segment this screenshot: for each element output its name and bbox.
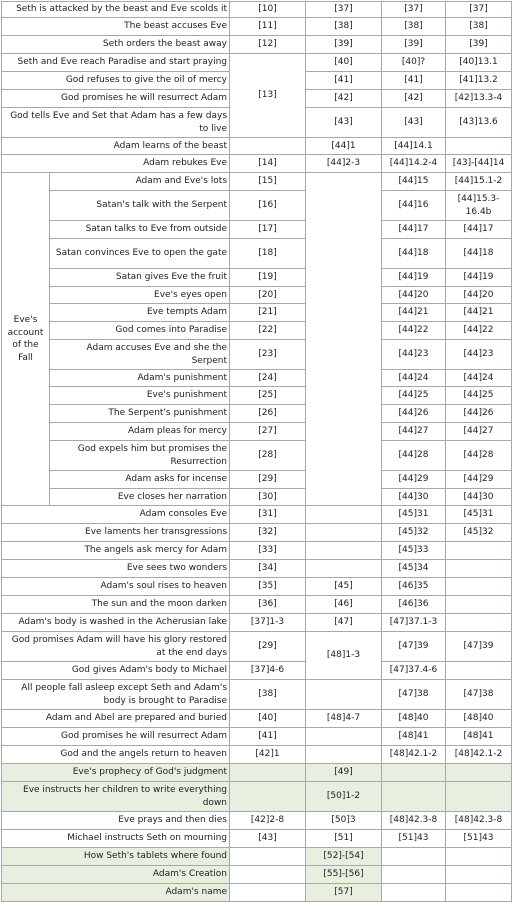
column-3-cell: [37]: [382, 2, 446, 18]
column-3-cell: [47]38: [382, 680, 446, 710]
column-4-cell: [446, 848, 512, 866]
column-3-cell: [45]31: [382, 506, 446, 524]
column-1-cell: [12]: [230, 36, 306, 54]
column-3-cell: [44]18: [382, 239, 446, 269]
column-3-cell: [51]43: [382, 830, 446, 848]
column-4-cell: [44]19: [446, 269, 512, 287]
column-3-cell: [45]32: [382, 524, 446, 542]
column-2-cell: [55]-[56]: [306, 866, 382, 884]
table-row: [2, 173, 512, 191]
column-2-cell: [306, 680, 382, 710]
column-3-cell: [48]40: [382, 710, 446, 728]
column-2-cell: [48]4-7: [306, 710, 382, 728]
column-1-cell: [21]: [230, 304, 306, 322]
column-4-cell: [44]15.3-16.4b: [446, 191, 512, 221]
comparison-table: [1, 1, 512, 902]
column-2-cell: [306, 506, 382, 524]
column-2-cell: [51]: [306, 830, 382, 848]
column-1-cell: [25]: [230, 387, 306, 405]
column-1-cell: [230, 848, 306, 866]
column-4-cell: [38]: [446, 18, 512, 36]
column-1-cell: [37]4-6: [230, 662, 306, 680]
column-1-cell: [26]: [230, 405, 306, 423]
column-2-cell: [306, 728, 382, 746]
event-cell: Adam learns of the beast: [2, 138, 230, 155]
table-row: [2, 340, 512, 370]
column-1-cell: [22]: [230, 322, 306, 340]
event-cell: Satan's talk with the Serpent: [50, 191, 230, 221]
column-4-cell: [41]13.2: [446, 72, 512, 90]
table-row: [2, 304, 512, 322]
column-2-cell: [50]3: [306, 812, 382, 830]
table-row: [2, 471, 512, 489]
table-row: [2, 764, 512, 782]
column-4-cell: [47]39: [446, 632, 512, 662]
column-4-cell: [44]26: [446, 405, 512, 423]
event-cell: The angels ask mercy for Adam: [2, 542, 230, 560]
column-3-cell: [46]35: [382, 578, 446, 596]
table-row: [2, 746, 512, 764]
column-2-cell: [57]: [306, 884, 382, 902]
column-1-cell: [42]2-8: [230, 812, 306, 830]
column-3-cell: [40]?: [382, 54, 446, 72]
table-row: [2, 614, 512, 632]
table-row: [2, 812, 512, 830]
event-cell: Seth is attacked by the beast and Eve scolds it: [2, 2, 230, 18]
column-4-cell: [44]22: [446, 322, 512, 340]
column-1-cell: [15]: [230, 173, 306, 191]
event-cell: Satan talks to Eve from outside: [50, 221, 230, 239]
table-row: [2, 423, 512, 441]
column-1-cell: [16]: [230, 191, 306, 221]
column-2-cell: [48]1-3: [306, 632, 382, 680]
column-3-cell: [44]14.2-4: [382, 155, 446, 173]
column-1-cell: [10]: [230, 2, 306, 18]
table-row: [2, 18, 512, 36]
event-cell: Eve's prophecy of God's judgment: [2, 764, 230, 782]
column-4-cell: [39]: [446, 36, 512, 54]
column-2-cell: [42]: [306, 90, 382, 108]
column-3-cell: [382, 866, 446, 884]
column-4-cell: [44]29: [446, 471, 512, 489]
column-3-cell: [44]24: [382, 370, 446, 387]
column-4-cell: [44]15.1-2: [446, 173, 512, 191]
column-1-cell: [18]: [230, 239, 306, 269]
column-4-cell: [45]32: [446, 524, 512, 542]
column-4-cell: [44]25: [446, 387, 512, 405]
table-row: [2, 155, 512, 173]
column-1-cell: [19]: [230, 269, 306, 287]
event-cell: Seth orders the beast away: [2, 36, 230, 54]
table-row: [2, 542, 512, 560]
column-3-cell: [38]: [382, 18, 446, 36]
event-cell: Eve sees two wonders: [2, 560, 230, 578]
column-2-cell: [49]: [306, 764, 382, 782]
table-row: [2, 578, 512, 596]
event-cell: Adam's body is washed in the Acherusian lake: [2, 614, 230, 632]
event-cell: Eve's eyes open: [50, 287, 230, 304]
column-1-cell: [43]: [230, 830, 306, 848]
group-label: Eve's account of the Fall: [2, 173, 50, 506]
table-row: [2, 866, 512, 884]
column-2-cell: [306, 542, 382, 560]
column-4-cell: [48]42.3-8: [446, 812, 512, 830]
event-cell: How Seth's tablets where found: [2, 848, 230, 866]
event-cell: God promises he will resurrect Adam: [2, 728, 230, 746]
column-2-cell: [40]: [306, 54, 382, 72]
column-3-cell: [41]: [382, 72, 446, 90]
column-3-cell: [382, 848, 446, 866]
column-3-cell: [45]34: [382, 560, 446, 578]
column-4-cell: [44]18: [446, 239, 512, 269]
event-cell: All people fall asleep except Seth and Adam's body is brought to Paradise: [2, 680, 230, 710]
column-4-cell: [47]38: [446, 680, 512, 710]
column-4-cell: [48]41: [446, 728, 512, 746]
table-row: [2, 848, 512, 866]
table-row: [2, 54, 512, 72]
column-4-cell: [446, 596, 512, 614]
event-cell: Adam's name: [2, 884, 230, 902]
table-row: [2, 884, 512, 902]
column-4-cell: [44]24: [446, 370, 512, 387]
event-cell: Satan gives Eve the fruit: [50, 269, 230, 287]
event-cell: Eve laments her transgressions: [2, 524, 230, 542]
column-3-cell: [382, 764, 446, 782]
column-1-cell: [30]: [230, 489, 306, 506]
column-4-cell: [44]20: [446, 287, 512, 304]
column-3-cell: [44]26: [382, 405, 446, 423]
column-4-cell: [44]17: [446, 221, 512, 239]
column-3-cell: [48]41: [382, 728, 446, 746]
table-row: [2, 506, 512, 524]
column-4-cell: [48]42.1-2: [446, 746, 512, 764]
column-2-cell: [43]: [306, 108, 382, 138]
event-cell: Adam consoles Eve: [2, 506, 230, 524]
column-4-cell: [51]43: [446, 830, 512, 848]
column-2-cell: [306, 173, 382, 506]
event-cell: God expels him but promises the Resurrection: [50, 441, 230, 471]
column-4-cell: [44]21: [446, 304, 512, 322]
column-3-cell: [47]37.4-6: [382, 662, 446, 680]
event-cell: Adam and Abel are prepared and buried: [2, 710, 230, 728]
column-4-cell: [42]13.3-4: [446, 90, 512, 108]
column-4-cell: [43]13.6: [446, 108, 512, 138]
event-cell: Adam accuses Eve and she the Serpent: [50, 340, 230, 370]
event-cell: God tells Eve and Set that Adam has a few days to live: [2, 108, 230, 138]
table-row: [2, 830, 512, 848]
event-cell: Adam and Eve's lots: [50, 173, 230, 191]
column-1-cell: [17]: [230, 221, 306, 239]
column-3-cell: [44]25: [382, 387, 446, 405]
table-row: [2, 662, 512, 680]
event-cell: The beast accuses Eve: [2, 18, 230, 36]
column-4-cell: [446, 662, 512, 680]
column-2-cell: [47]: [306, 614, 382, 632]
column-4-cell: [446, 764, 512, 782]
column-1-cell: [35]: [230, 578, 306, 596]
column-2-cell: [44]1: [306, 138, 382, 155]
table-row: [2, 405, 512, 423]
column-4-cell: [446, 138, 512, 155]
column-3-cell: [382, 782, 446, 812]
column-4-cell: [40]13.1: [446, 54, 512, 72]
column-3-cell: [44]28: [382, 441, 446, 471]
event-cell: God comes into Paradise: [50, 322, 230, 340]
column-4-cell: [44]23: [446, 340, 512, 370]
column-2-cell: [52]-[54]: [306, 848, 382, 866]
event-cell: God promises Adam will have his glory restored at the end days: [2, 632, 230, 662]
column-3-cell: [44]20: [382, 287, 446, 304]
table-row: [2, 441, 512, 471]
column-1-cell: [31]: [230, 506, 306, 524]
column-1-cell: [41]: [230, 728, 306, 746]
column-3-cell: [39]: [382, 36, 446, 54]
column-3-cell: [48]42.1-2: [382, 746, 446, 764]
table-row: [2, 269, 512, 287]
column-2-cell: [44]2-3: [306, 155, 382, 173]
column-4-cell: [446, 782, 512, 812]
table-row: [2, 728, 512, 746]
column-3-cell: [45]33: [382, 542, 446, 560]
event-cell: The sun and the moon darken: [2, 596, 230, 614]
column-2-cell: [37]: [306, 2, 382, 18]
column-4-cell: [44]28: [446, 441, 512, 471]
column-4-cell: [446, 884, 512, 902]
table-row: [2, 322, 512, 340]
event-cell: God refuses to give the oil of mercy: [2, 72, 230, 90]
column-1-cell: [40]: [230, 710, 306, 728]
column-3-cell: [44]19: [382, 269, 446, 287]
table-row: [2, 191, 512, 221]
column-1-cell: [37]1-3: [230, 614, 306, 632]
column-3-cell: [44]14.1: [382, 138, 446, 155]
column-1-cell: [230, 866, 306, 884]
column-4-cell: [446, 614, 512, 632]
column-2-cell: [50]1-2: [306, 782, 382, 812]
column-2-cell: [39]: [306, 36, 382, 54]
column-4-cell: [43]-[44]14: [446, 155, 512, 173]
event-cell: Eve prays and then dies: [2, 812, 230, 830]
table-row: [2, 138, 512, 155]
column-1-cell: [34]: [230, 560, 306, 578]
table-row: [2, 287, 512, 304]
column-4-cell: [44]27: [446, 423, 512, 441]
column-4-cell: [37]: [446, 2, 512, 18]
column-3-cell: [44]27: [382, 423, 446, 441]
column-3-cell: [44]15: [382, 173, 446, 191]
column-1-cell: [230, 764, 306, 782]
column-3-cell: [382, 884, 446, 902]
table-row: [2, 489, 512, 506]
column-4-cell: [48]40: [446, 710, 512, 728]
table-row: [2, 239, 512, 269]
column-3-cell: [46]36: [382, 596, 446, 614]
column-1-cell: [29]: [230, 471, 306, 489]
column-3-cell: [44]16: [382, 191, 446, 221]
event-cell: Adam pleas for mercy: [50, 423, 230, 441]
column-1-cell: [24]: [230, 370, 306, 387]
column-2-cell: [45]: [306, 578, 382, 596]
event-cell: Eve closes her narration: [50, 489, 230, 506]
column-1-cell: [33]: [230, 542, 306, 560]
column-4-cell: [45]31: [446, 506, 512, 524]
table-row: [2, 680, 512, 710]
column-1-cell: [230, 138, 306, 155]
event-cell: Seth and Eve reach Paradise and start praying: [2, 54, 230, 72]
column-1-cell: [14]: [230, 155, 306, 173]
column-4-cell: [44]30: [446, 489, 512, 506]
column-4-cell: [446, 560, 512, 578]
event-cell: God promises he will resurrect Adam: [2, 90, 230, 108]
table-row: [2, 710, 512, 728]
event-cell: God and the angels return to heaven: [2, 746, 230, 764]
event-cell: Eve's punishment: [50, 387, 230, 405]
column-1-cell: [13]: [230, 54, 306, 138]
column-2-cell: [306, 560, 382, 578]
table-row: [2, 782, 512, 812]
event-cell: Satan convinces Eve to open the gate: [50, 239, 230, 269]
column-1-cell: [36]: [230, 596, 306, 614]
column-1-cell: [32]: [230, 524, 306, 542]
table-row: [2, 596, 512, 614]
event-cell: Eve instructs her children to write everything down: [2, 782, 230, 812]
column-1-cell: [230, 782, 306, 812]
column-3-cell: [48]42.3-8: [382, 812, 446, 830]
table-row: [2, 387, 512, 405]
column-3-cell: [44]29: [382, 471, 446, 489]
column-1-cell: [29]: [230, 632, 306, 662]
table-row: [2, 221, 512, 239]
column-3-cell: [44]21: [382, 304, 446, 322]
column-1-cell: [20]: [230, 287, 306, 304]
column-3-cell: [44]22: [382, 322, 446, 340]
column-2-cell: [38]: [306, 18, 382, 36]
column-1-cell: [27]: [230, 423, 306, 441]
table-row: [2, 36, 512, 54]
column-4-cell: [446, 866, 512, 884]
column-3-cell: [42]: [382, 90, 446, 108]
event-cell: Adam's Creation: [2, 866, 230, 884]
table-row: [2, 524, 512, 542]
column-1-cell: [230, 884, 306, 902]
table-row: [2, 370, 512, 387]
column-1-cell: [23]: [230, 340, 306, 370]
column-4-cell: [446, 542, 512, 560]
column-3-cell: [44]23: [382, 340, 446, 370]
column-2-cell: [41]: [306, 72, 382, 90]
table-row: [2, 2, 512, 18]
event-cell: Adam asks for incense: [50, 471, 230, 489]
event-cell: God gives Adam's body to Michael: [2, 662, 230, 680]
column-3-cell: [44]30: [382, 489, 446, 506]
event-cell: Adam's punishment: [50, 370, 230, 387]
table-row: [2, 632, 512, 662]
event-cell: The Serpent's punishment: [50, 405, 230, 423]
column-2-cell: [46]: [306, 596, 382, 614]
event-cell: Michael instructs Seth on mourning: [2, 830, 230, 848]
table-row: [2, 560, 512, 578]
column-3-cell: [47]37.1-3: [382, 614, 446, 632]
event-cell: Adam's soul rises to heaven: [2, 578, 230, 596]
column-1-cell: [11]: [230, 18, 306, 36]
event-cell: Adam rebukes Eve: [2, 155, 230, 173]
column-3-cell: [43]: [382, 108, 446, 138]
column-1-cell: [38]: [230, 680, 306, 710]
event-cell: Eve tempts Adam: [50, 304, 230, 322]
column-2-cell: [306, 524, 382, 542]
column-4-cell: [446, 578, 512, 596]
column-3-cell: [47]39: [382, 632, 446, 662]
column-1-cell: [42]1: [230, 746, 306, 764]
column-2-cell: [306, 746, 382, 764]
column-3-cell: [44]17: [382, 221, 446, 239]
column-1-cell: [28]: [230, 441, 306, 471]
